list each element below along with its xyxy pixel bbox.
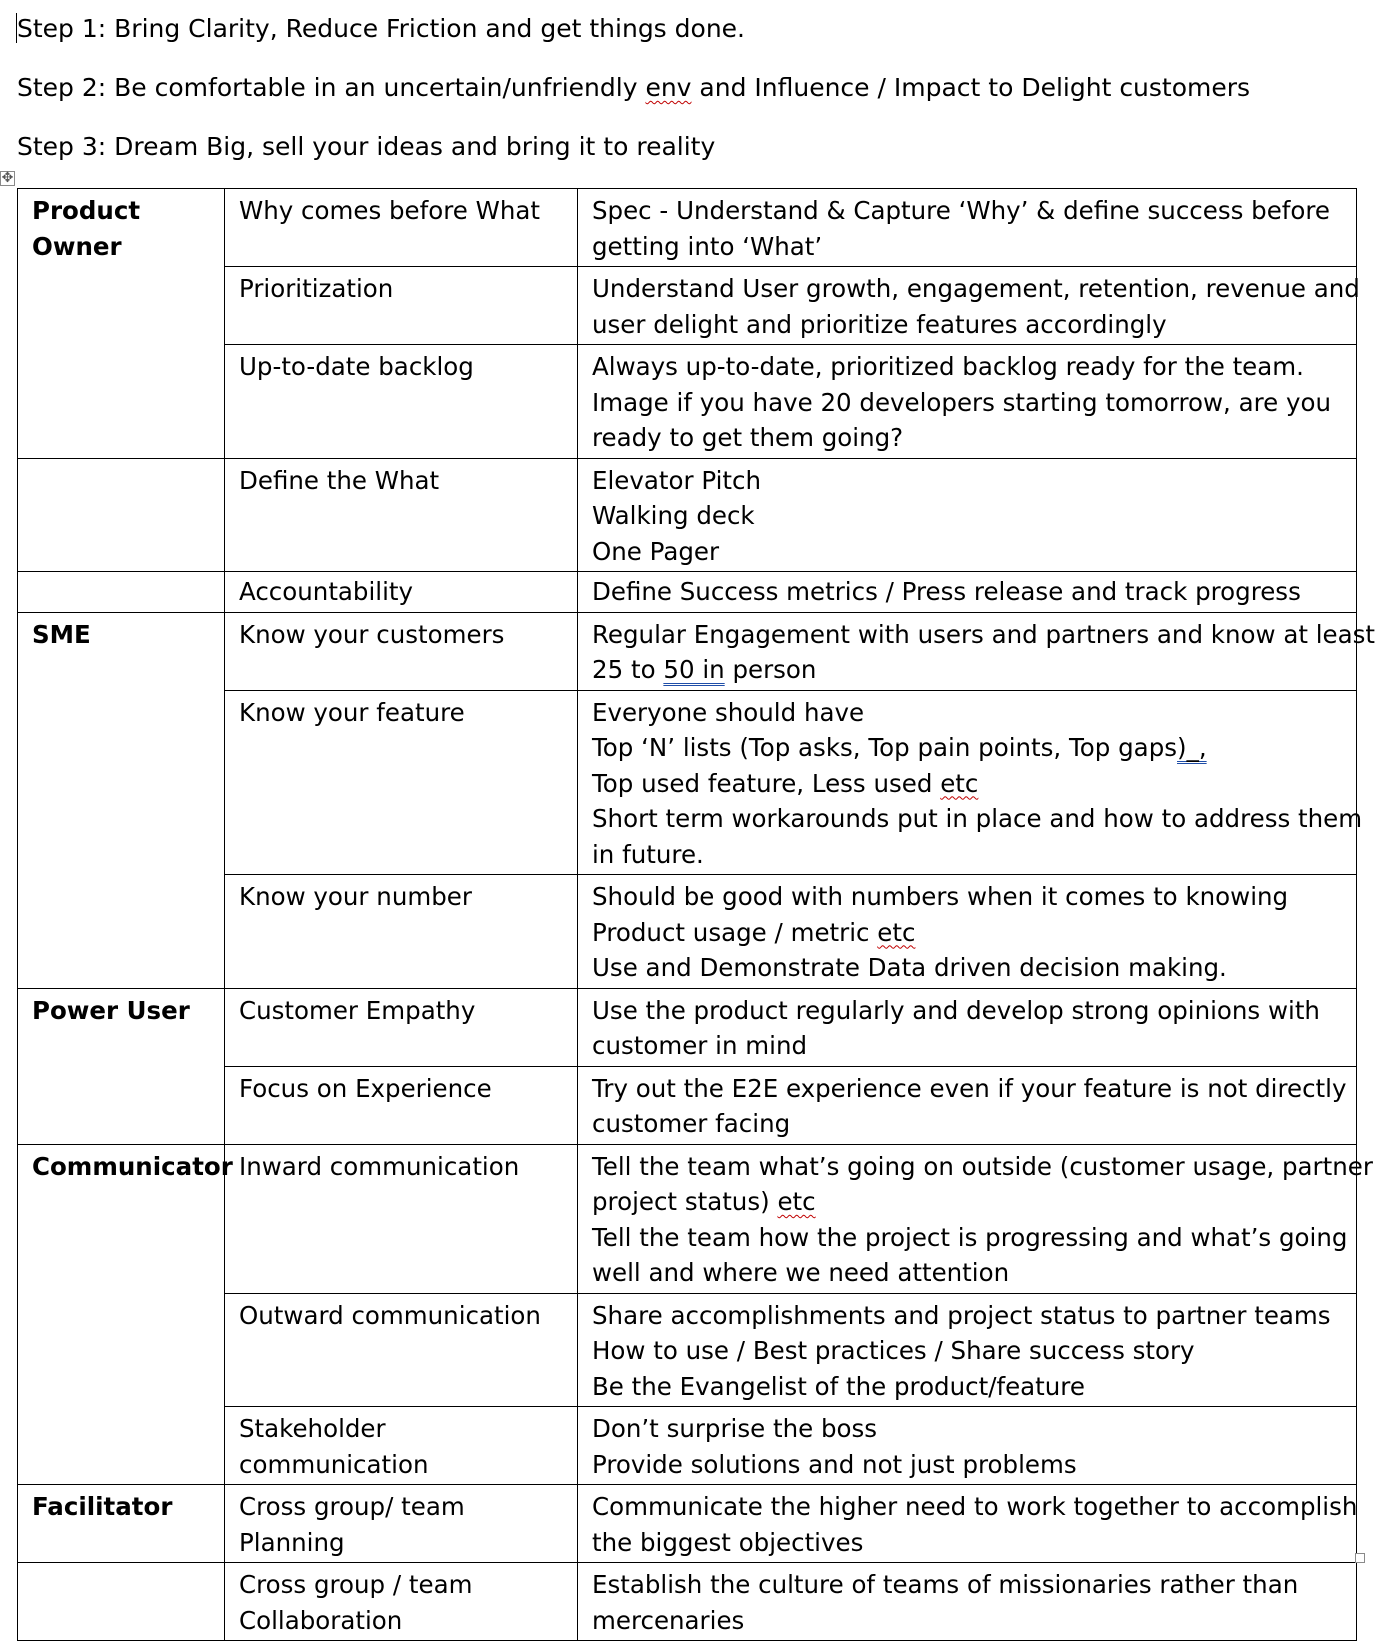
detail-cell: Share accomplishments and project status to partner teams How to use / Best practices / Share success story Be the Evangelist of the product/feature xyxy=(578,1293,1357,1407)
detail-cell: Use the product regularly and develop strong opinions with customer in mind xyxy=(578,988,1357,1066)
topic-cell: Know your feature xyxy=(225,690,578,875)
table-row xyxy=(18,572,1357,613)
topic-cell: Know your number xyxy=(225,875,578,989)
role-cell-empty xyxy=(18,1563,225,1641)
detail-cell: Elevator Pitch Walking deck One Pager xyxy=(578,458,1357,572)
topic-cell: Focus on Experience xyxy=(225,1066,578,1144)
table-row xyxy=(18,1563,1357,1641)
table-row xyxy=(18,612,1357,690)
topic-cell: Prioritization xyxy=(225,267,578,345)
topic-cell: Know your customers xyxy=(225,612,578,690)
table-resize-handle-icon[interactable] xyxy=(1355,1553,1365,1563)
role-cell: SME xyxy=(18,612,225,988)
topic-cell: Cross group/ team Planning xyxy=(225,1485,578,1563)
detail-cell: Define Success metrics / Press release and track progress xyxy=(578,572,1357,613)
table-move-handle-icon[interactable]: ✥ xyxy=(1,170,14,186)
detail-cell: Understand User growth, engagement, retention, revenue and user delight and prioritize features accordingly xyxy=(578,267,1357,345)
table-row xyxy=(18,189,1357,267)
detail-cell: Always up-to-date, prioritized backlog ready for the team. Image if you have 20 developers starting tomorrow, are you ready to get them going? xyxy=(578,345,1357,459)
table-row xyxy=(18,1144,1357,1293)
detail-cell: Don’t surprise the boss Provide solutions and not just problems xyxy=(578,1407,1357,1485)
topic-cell: Up-to-date backlog xyxy=(225,345,578,459)
role-cell-empty xyxy=(18,458,225,572)
role-cell: Product Owner xyxy=(18,189,225,459)
topic-cell: Customer Empathy xyxy=(225,988,578,1066)
detail-cell: Should be good with numbers when it comes to knowing Product usage / metric etc Use and Demonstrate Data driven decision making. xyxy=(578,875,1357,989)
topic-cell: Outward communication xyxy=(225,1293,578,1407)
step-3-text: Step 3: Dream Big, sell your ideas and bring it to reality xyxy=(17,132,716,161)
step-1-text: Step 1: Bring Clarity, Reduce Friction and get things done. xyxy=(17,14,745,43)
responsibilities-table xyxy=(17,188,1376,1641)
role-cell: Facilitator xyxy=(18,1485,225,1563)
detail-cell: Establish the culture of teams of missionaries rather than mercenaries xyxy=(578,1563,1357,1641)
detail-cell: Try out the E2E experience even if your feature is not directly customer facing xyxy=(578,1066,1357,1144)
detail-cell: Communicate the higher need to work together to accomplish the biggest objectives xyxy=(578,1485,1357,1563)
role-cell: Communicator xyxy=(18,1144,225,1485)
detail-cell: Tell the team what’s going on outside (customer usage, partner project status) etc Tell the team how the project is progressing and what’s going well and where we need attention xyxy=(578,1144,1357,1293)
topic-cell: Define the What xyxy=(225,458,578,572)
table-row xyxy=(18,988,1357,1066)
topic-cell: Stakeholder communication xyxy=(225,1407,578,1485)
spelling-flag: env xyxy=(645,73,692,102)
detail-cell: Spec - Understand & Capture ‘Why’ & define success before getting into ‘What’ xyxy=(578,189,1357,267)
topic-cell: Why comes before What xyxy=(225,189,578,267)
topic-cell: Inward communication xyxy=(225,1144,578,1293)
detail-cell: Regular Engagement with users and partners and know at least 25 to 50 in person xyxy=(578,612,1357,690)
table-row xyxy=(18,458,1357,572)
topic-cell: Accountability xyxy=(225,572,578,613)
role-cell-empty xyxy=(18,572,225,613)
topic-cell: Cross group / team Collaboration xyxy=(225,1563,578,1641)
table-row xyxy=(18,1485,1357,1563)
role-cell: Power User xyxy=(18,988,225,1144)
step-2-text: Step 2: Be comfortable in an uncertain/unfriendly env and Influence / Impact to Delight customers xyxy=(17,73,1251,102)
detail-cell: Everyone should have Top ‘N’ lists (Top asks, Top pain points, Top gaps)_, Top used feature, Less used etc Short term workarounds put in place and how to address them in future. xyxy=(578,690,1357,875)
